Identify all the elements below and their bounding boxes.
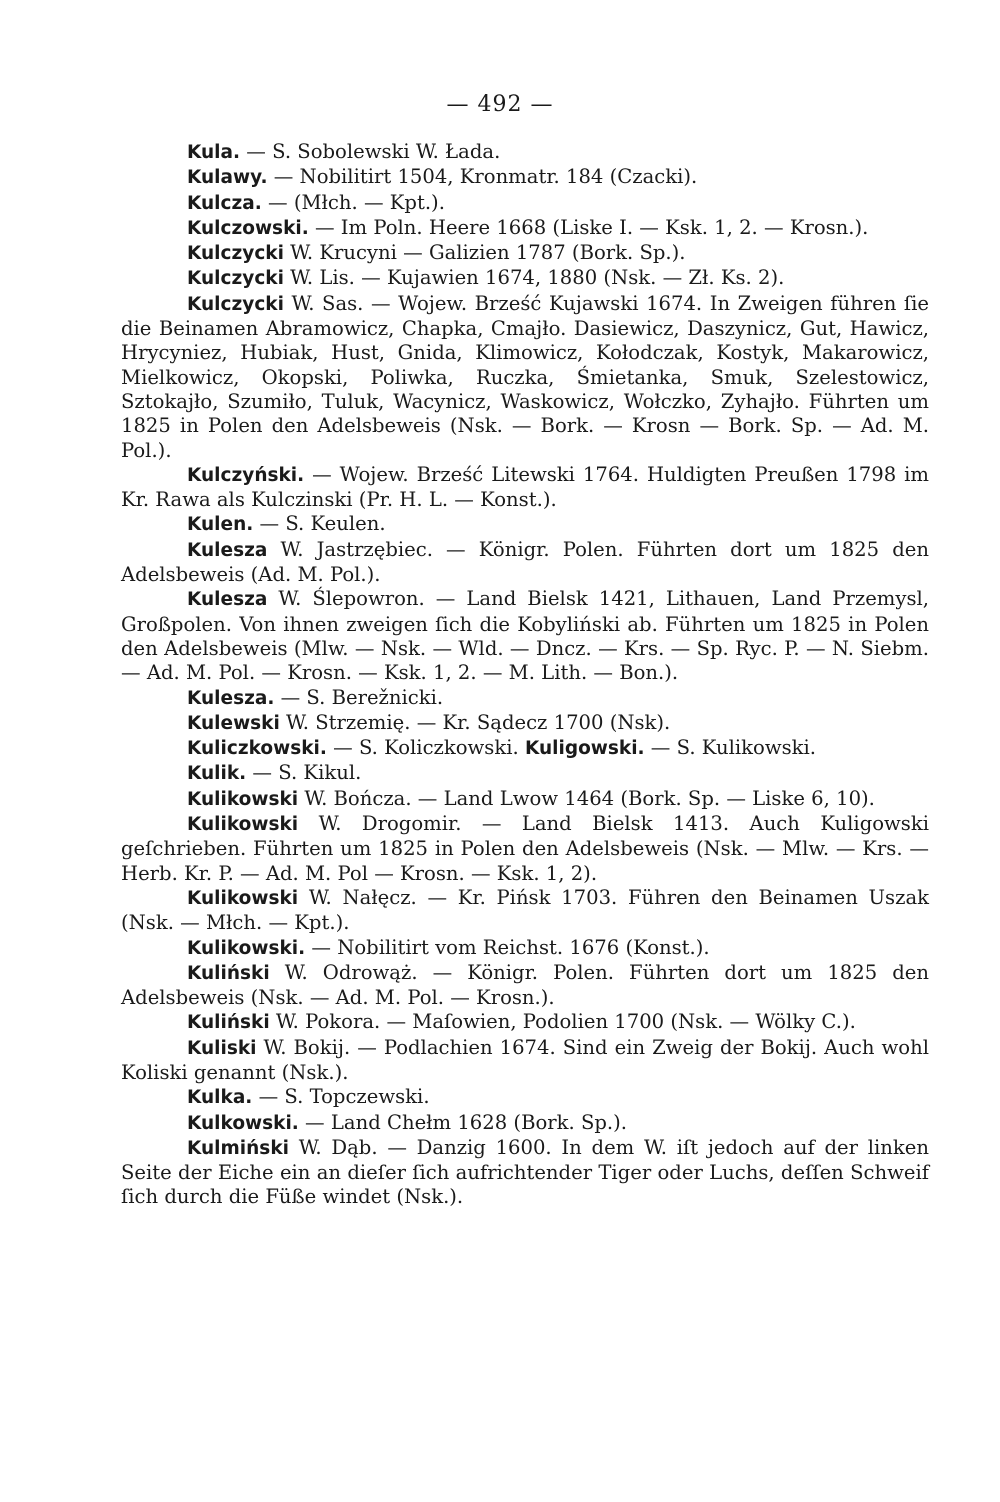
entry-text: — Land Chełm 1628 (Bork. Sp.). (298, 1110, 628, 1134)
entry-head: Kulesza (187, 589, 268, 611)
entry (121, 191, 929, 216)
entry-text: — Nobilitirt 1504, Kronmatr. 184 (Czacki). (267, 165, 698, 189)
entry (121, 1085, 929, 1110)
entry-head: Kuliski (187, 1037, 257, 1059)
entry-text: W. Nałęcz. — Kr. Pińsk 1703. Führen den Beinamen Uszak (Nsk. — Młch. — Kpt.). (121, 885, 929, 935)
entry-head: Kulesza (187, 539, 268, 561)
entry-text: W. Jastrzębiec. — Königr. Polen. Führten dort um 1825 den Adelsbeweis (Ad. M. Pol.). (121, 537, 929, 587)
entry-text: W. Sas. — Wojew. Brześć Kujawski 1674. In Zweigen führen ſie die Beinamen Abramowicz, Chapka, Cmajło. Dasiewicz, Daszynicz, Gut, Hawicz, Hrycyniez, Hubiak, Hust, Gnida, Klimowicz, Kołodczak, Kostyk, Makarowicz, Mielkowicz, Okopski, Poliwka, Ruczka, Śmietanka, Smuk, Szelestowicz, Sztokajło, Szumiło, Tuluk, Wacynicz, Waskowicz, Wołczko, Zyhajło. Führten um 1825 in Polen den Adelsbeweis (Nsk. — Bork. — Krosn — Bork. Sp. — Ad. M. Pol.). (121, 291, 929, 462)
entry-text: — S. Topczewski. (252, 1085, 430, 1109)
entry-head: Kuliński (187, 1012, 270, 1034)
entry-text: W. Pokora. — Maſowien, Podolien 1700 (Nsk. — Wölky C.). (269, 1010, 856, 1034)
entry-head: Kulesza. (187, 687, 275, 709)
entry (121, 736, 929, 761)
entry-head: Kulczyński. (187, 464, 305, 486)
entry-head: Kulewski (187, 712, 280, 734)
entry (121, 886, 929, 936)
entry-head: Kulczycki (187, 268, 284, 290)
entry (121, 266, 929, 291)
entry (121, 686, 929, 711)
entry-text: W. Drogomir. — Land Bielsk 1413. Auch Kuligowski geſchrieben. Führten um 1825 in Polen den Adelsbeweis (Nsk. — Mlw. — Krs. — Herb. Kr. P. — Ad. M. Pol — Krosn. — Ksk. 1, 2). (121, 812, 929, 885)
entry (121, 1010, 929, 1035)
entry (121, 936, 929, 961)
entry (121, 1136, 929, 1210)
entry-head: Kulmiński (187, 1137, 289, 1159)
entry (121, 292, 929, 463)
entry-text: W. Krucyni — Galizien 1787 (Bork. Sp.). (283, 241, 686, 265)
entry (121, 140, 929, 165)
entry (121, 216, 929, 241)
entry (121, 711, 929, 736)
entry (121, 787, 929, 812)
entry-head: Kulikowski. (187, 937, 306, 959)
entry-head: Kulen. (187, 514, 254, 536)
entry-text: — Nobilitirt vom Reichst. 1676 (Konst.). (305, 935, 710, 959)
entry-head: Kuliński (187, 962, 270, 984)
entry (121, 463, 929, 513)
entry-head-inline: Kuligowski. (524, 738, 645, 760)
entry-text: W. Odrowąż. — Königr. Polen. Führten dort um 1825 den Adelsbeweis (Nsk. — Ad. M. Pol. — Krosn.). (121, 960, 929, 1010)
entry-head: Kulcza. (187, 192, 262, 214)
entry-head: Kulczycki (187, 293, 284, 315)
entry-head: Kulikowski (187, 788, 299, 810)
entry-head: Kulczowski. (187, 217, 309, 239)
entry-text-inline: — S. Kulikowski. (644, 736, 817, 760)
entry (121, 961, 929, 1011)
entry-head: Kulkowski. (187, 1112, 299, 1134)
entry (121, 1111, 929, 1136)
entry-head: Kula. (187, 142, 241, 163)
entry (121, 165, 929, 190)
entry-text: W. Lis. — Kujawien 1674, 1880 (Nsk. — Zł. Ks. 2). (283, 266, 785, 290)
entry-head: Kulikowski (187, 814, 299, 836)
entry-text: W. Dąb. — Danzig 1600. In dem W. iſt jedoch auf der linken Seite der Eiche ein an dieſer ſich aufrichtender Tiger oder Luchs, deſſen Schweif ſich durch die Füße windet (Nsk.). (121, 1135, 929, 1209)
entry (121, 241, 929, 266)
entry-text: W. Bończa. — Land Lwow 1464 (Bork. Sp. — Liske 6, 10). (298, 786, 875, 810)
page-number: — 492 — (446, 92, 554, 117)
entry-head: Kulikowski (187, 887, 299, 909)
entry (121, 1036, 929, 1086)
entry-text: — S. Keulen. (253, 512, 386, 536)
entry-text: W. Bokij. — Podlachien 1674. Sind ein Zweig der Bokij. Auch wohl Koliski genannt (Nsk.). (121, 1035, 929, 1084)
entry (121, 761, 929, 786)
entry-text: — S. Berežnicki. (274, 685, 444, 709)
entry-text: W. Ślepowron. — Land Bielsk 1421, Lithauen, Land Przemysl, Großpolen. Von ihnen zweigen ſich die Kobyliński ab. Führten um 1825 in Polen den Adelsbeweis (Mlw. — Nsk. — Wld. — Dncz. — Krs. — Sp. Ryc. P. — N. Siebm. — Ad. M. Pol. — Krosn. — Ksk. 1, 2. — M. Lith. — Bon.). (121, 587, 929, 685)
entry-text: — S. Koliczkowski. (326, 736, 519, 760)
entry-list (121, 140, 929, 1210)
entry-head: Kulik. (187, 763, 247, 785)
entry (121, 512, 929, 537)
entry-text: — Im Poln. Heere 1668 (Liske I. — Ksk. 1, 2. — Krosn.). (308, 215, 869, 239)
entry-text: W. Strzemię. — Kr. Sądecz 1700 (Nsk). (279, 710, 671, 734)
entry-text: — Wojew. Brześć Litewski 1764. Huldigten Preußen 1798 im Kr. Rawa als Kulczinski (Pr. H. L. — Konst.). (121, 462, 929, 512)
entry (121, 587, 929, 685)
entry-text: — (Młch. — Kpt.). (261, 190, 445, 214)
entry-text: — S. Kikul. (246, 761, 362, 785)
entry (121, 812, 929, 886)
entry-head: Kulka. (187, 1087, 253, 1109)
entry-head: Kulczycki (187, 243, 284, 265)
entry-head: Kuliczkowski. (187, 738, 327, 760)
entry-text: — S. Sobolewski W. Łada. (240, 140, 501, 163)
entry (121, 538, 929, 588)
entry-head: Kulawy. (187, 167, 268, 189)
